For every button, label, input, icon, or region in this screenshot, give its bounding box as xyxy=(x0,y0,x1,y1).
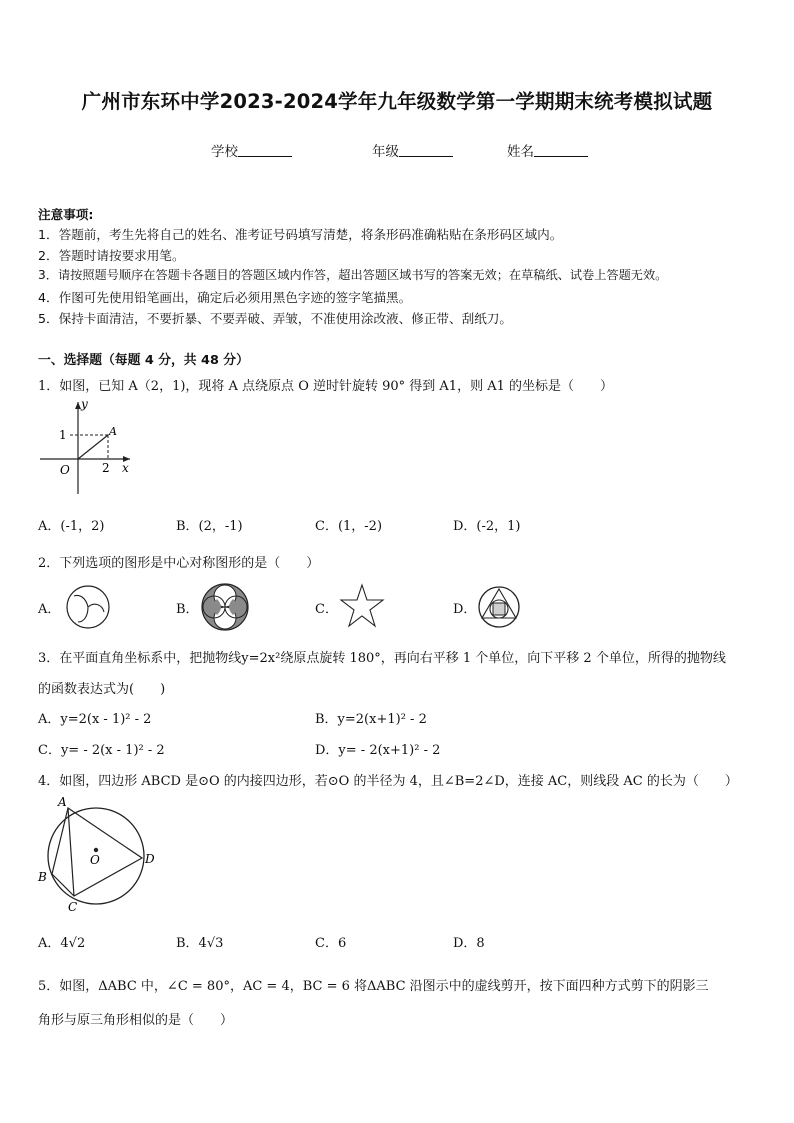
page-title: 广州市东环中学2023-2024学年九年级数学第一学期期末统考模拟试题 xyxy=(81,90,713,113)
school-field[interactable] xyxy=(211,140,292,160)
q2-stem: 2．下列选项的图形是中心对称图形的是（ ） xyxy=(38,556,320,571)
note-item: 2．答题时请按要求用笔。 xyxy=(38,248,185,263)
q1-option-c[interactable]: C．(1，-2) xyxy=(315,519,383,534)
q2-option-c-label[interactable]: C． xyxy=(315,602,338,617)
q2-option-d-label[interactable]: D． xyxy=(453,602,477,617)
name-label: 姓名 xyxy=(507,144,534,160)
vertex-B-label: B xyxy=(38,870,47,884)
q4-stem: 4．如图，四边形 ABCD 是⊙O 的内接四边形，若⊙O 的半径为 4，且∠B=2∠D，连接 AC，则线段 AC 的长为（ ） xyxy=(38,774,738,789)
q2-option-d-circle-triangle-figure[interactable] xyxy=(476,584,522,630)
q4-option-a[interactable]: A．4√2 xyxy=(38,936,86,951)
q2-option-c-star-figure[interactable] xyxy=(338,582,386,630)
q1-option-a[interactable]: A．(-1，2) xyxy=(38,519,105,534)
school-label: 学校 xyxy=(211,144,238,160)
point-A-label: A xyxy=(109,425,117,438)
note-item: 3．请按照题号顺序在答题卡各题目的答题区域内作答，超出答题区域书写的答案无效；在草稿纸、试卷上答题无效。 xyxy=(38,268,668,282)
tick-2: 2 xyxy=(102,461,110,475)
q1-coordinate-figure xyxy=(36,396,136,498)
section-heading: 一、选择题（每题 4 分，共 48 分） xyxy=(38,353,249,368)
school-blank[interactable] xyxy=(238,144,292,157)
x-label: x xyxy=(122,461,129,475)
q2-option-b-flower-figure[interactable] xyxy=(200,582,250,632)
q2-option-a-yinyang-figure[interactable] xyxy=(64,584,112,630)
note-item: 1．答题前，考生先将自己的姓名、准考证号码填写清楚，将条形码准确粘贴在条形码区域内。 xyxy=(38,227,563,242)
center-O-dot xyxy=(94,848,98,852)
vertex-A-label: A xyxy=(58,795,67,809)
q4-option-d[interactable]: D．8 xyxy=(453,936,485,951)
name-blank[interactable] xyxy=(534,144,588,157)
q3-option-d[interactable]: D．y= - 2(x+1)² - 2 xyxy=(315,743,441,758)
q4-option-b[interactable]: B．4√3 xyxy=(176,936,224,951)
q1-option-b[interactable]: B．(2，-1) xyxy=(176,519,243,534)
grade-field[interactable] xyxy=(372,140,453,160)
q2-option-b-label[interactable]: B． xyxy=(176,602,199,617)
y-label: y xyxy=(81,397,88,411)
q5-stem-line1: 5．如图，ΔABC 中，∠C = 80°，AC = 4，BC = 6 将ΔABC 沿图示中的虚线剪开，按下面四种方式剪下的阴影三 xyxy=(38,979,709,994)
vertex-D-label: D xyxy=(145,852,155,866)
q1-stem: 1．如图，已知 A（2，1)，现将 A 点绕原点 O 逆时针旋转 90° 得到 A1，则 A1 的坐标是（ ） xyxy=(38,379,614,394)
vertex-C-label: C xyxy=(68,900,78,914)
notes-heading: 注意事项: xyxy=(38,207,94,222)
q1-option-d[interactable]: D．(-2，1) xyxy=(453,519,521,534)
tick-1: 1 xyxy=(59,428,67,442)
q3-option-a[interactable]: A．y=2(x - 1)² - 2 xyxy=(38,712,152,727)
name-field[interactable] xyxy=(507,140,588,160)
q3-option-b[interactable]: B．y=2(x+1)² - 2 xyxy=(315,712,427,727)
center-O-label: O xyxy=(90,853,100,867)
q3-option-c[interactable]: C．y= - 2(x - 1)² - 2 xyxy=(38,743,165,758)
q3-stem-line2: 的函数表达式为( ) xyxy=(38,682,166,697)
q5-stem-line2: 角形与原三角形相似的是（ ） xyxy=(38,1013,234,1028)
segment-AC xyxy=(68,808,74,896)
q4-option-c[interactable]: C．6 xyxy=(315,936,347,951)
note-item: 5．保持卡面清洁，不要折暴、不要弄破、弄皱，不准使用涂改液、修正带、刮纸刀。 xyxy=(38,311,512,326)
q2-option-a-label[interactable]: A． xyxy=(38,602,61,617)
grade-label: 年级 xyxy=(372,144,399,160)
grade-blank[interactable] xyxy=(399,144,453,157)
segment-OA xyxy=(78,435,108,459)
q3-stem-line1: 3．在平面直角坐标系中，把抛物线y=2x²绕原点旋转 180°，再向右平移 1 个单位，向下平移 2 个单位，所得的抛物线 xyxy=(38,651,726,666)
note-item: 4．作图可先使用铅笔画出，确定后必须用黑色字迹的签字笔描黑。 xyxy=(38,290,412,305)
origin-label: O xyxy=(60,463,70,477)
q4-circle-figure xyxy=(30,792,162,916)
